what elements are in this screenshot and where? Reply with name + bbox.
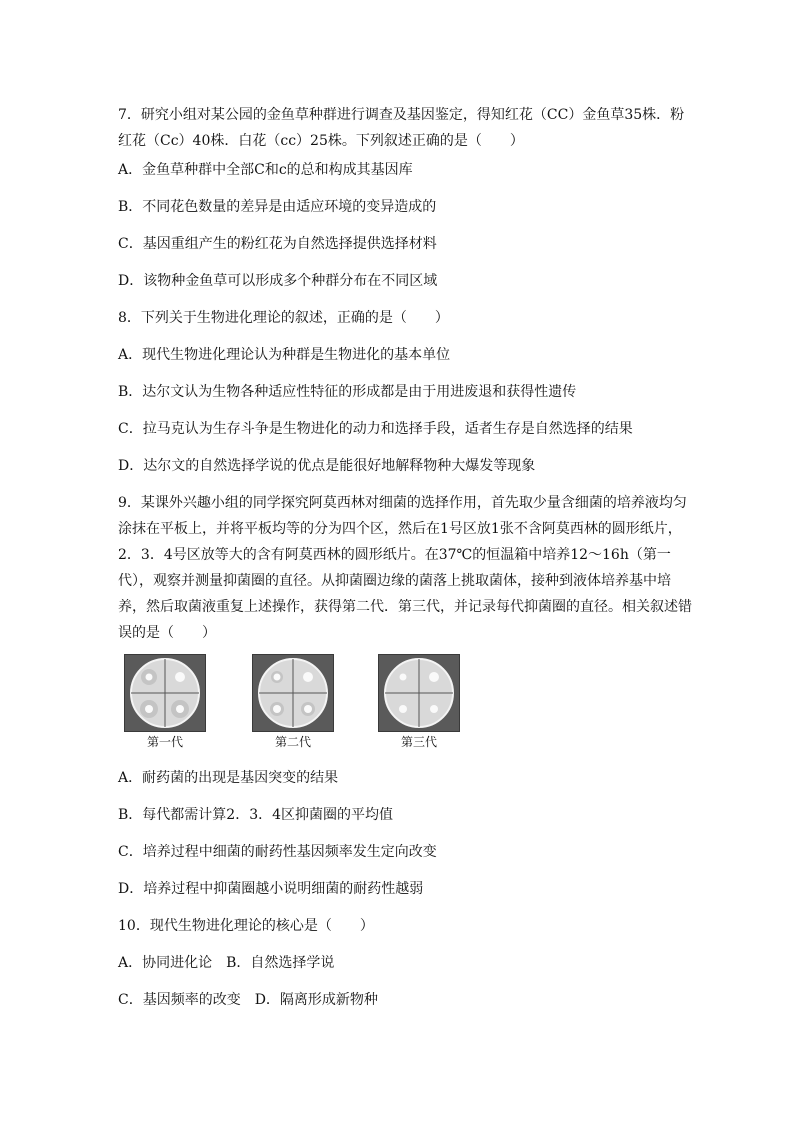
question-9-option-c: C．培养过程中细菌的耐药性基因频率发生定向改变 bbox=[118, 844, 437, 860]
question-7-stem: 7．研究小组对某公园的金鱼草种群进行调查及基因鉴定，得知红花（CC）金鱼草35株．粉红花（Cc）40株．白花（cc）25株。下列叙述正确的是（ ） bbox=[118, 107, 685, 149]
question-10-options-row-2: C．基因频率的改变 D．隔离形成新物种 bbox=[118, 992, 378, 1008]
question-8-stem: 8．下列关于生物进化理论的叙述，正确的是（ ） bbox=[118, 310, 449, 326]
question-9-option-d: D．培养过程中抑菌圈越小说明细菌的耐药性越弱 bbox=[118, 881, 424, 897]
figure-caption-2: 第二代 bbox=[274, 735, 311, 749]
question-9-stem: 9．某课外兴趣小组的同学探究阿莫西林对细菌的选择作用，首先取少量含细菌的培养液均匀涂抹在平板上，并将平板均等的分为四个区，然后在1号区放1张不含阿莫西林的圆形纸片，2．3．4号区放等大的含有阿莫西林的圆形纸片。在37℃的恒温箱中培养12～16h（第一代），观察并测量抑菌圈的直径。从抑菌圈边缘的菌落上挑取菌体，接种到液体培养基中培养，然后取菌液重复上述操作，获得第二代．第三代，并记录每代抑菌圈的直径。相关叙述错误的是（ ） bbox=[118, 495, 692, 641]
figure-caption-1: 第一代 bbox=[146, 735, 183, 749]
figure-caption-3: 第三代 bbox=[400, 735, 437, 749]
question-9-option-b: B．每代都需计算2．3．4区抑菌圈的平均值 bbox=[118, 807, 394, 823]
question-7-option-b: B．不同花色数量的差异是由适应环境的变异造成的 bbox=[118, 199, 437, 215]
question-8-option-a: A．现代生物进化理论认为种群是生物进化的基本单位 bbox=[118, 347, 451, 363]
petri-dish-photo bbox=[252, 654, 334, 732]
question-9-option-a: A．耐药菌的出现是基因突变的结果 bbox=[118, 770, 339, 786]
question-7-option-c: C．基因重组产生的粉红花为自然选择提供选择材料 bbox=[118, 236, 437, 252]
question-8-option-c: C．拉马克认为生存斗争是生物进化的动力和选择手段，适者生存是自然选择的结果 bbox=[118, 421, 633, 437]
question-10-options-row-1: A．协同进化论 B．自然选择学说 bbox=[118, 955, 335, 971]
petri-dish-figure-1 bbox=[124, 654, 206, 750]
question-8-option-d: D．达尔文的自然选择学说的优点是能很好地解释物种大爆发等现象 bbox=[118, 458, 536, 474]
petri-dish-figure-3 bbox=[378, 654, 460, 750]
petri-dish-photo bbox=[124, 654, 206, 732]
question-8-option-b: B．达尔文认为生物各种适应性特征的形成都是由于用进废退和获得性遗传 bbox=[118, 384, 577, 400]
question-7-option-a: A．金鱼草种群中全部C和c的总和构成其基因库 bbox=[118, 162, 413, 178]
question-7-option-d: D．该物种金鱼草可以形成多个种群分布在不同区域 bbox=[118, 273, 438, 289]
petri-dish-photo bbox=[378, 654, 460, 732]
petri-dish-figures bbox=[124, 654, 464, 754]
question-10-stem: 10．现代生物进化理论的核心是（ ） bbox=[118, 918, 374, 934]
petri-dish-figure-2 bbox=[252, 654, 334, 750]
